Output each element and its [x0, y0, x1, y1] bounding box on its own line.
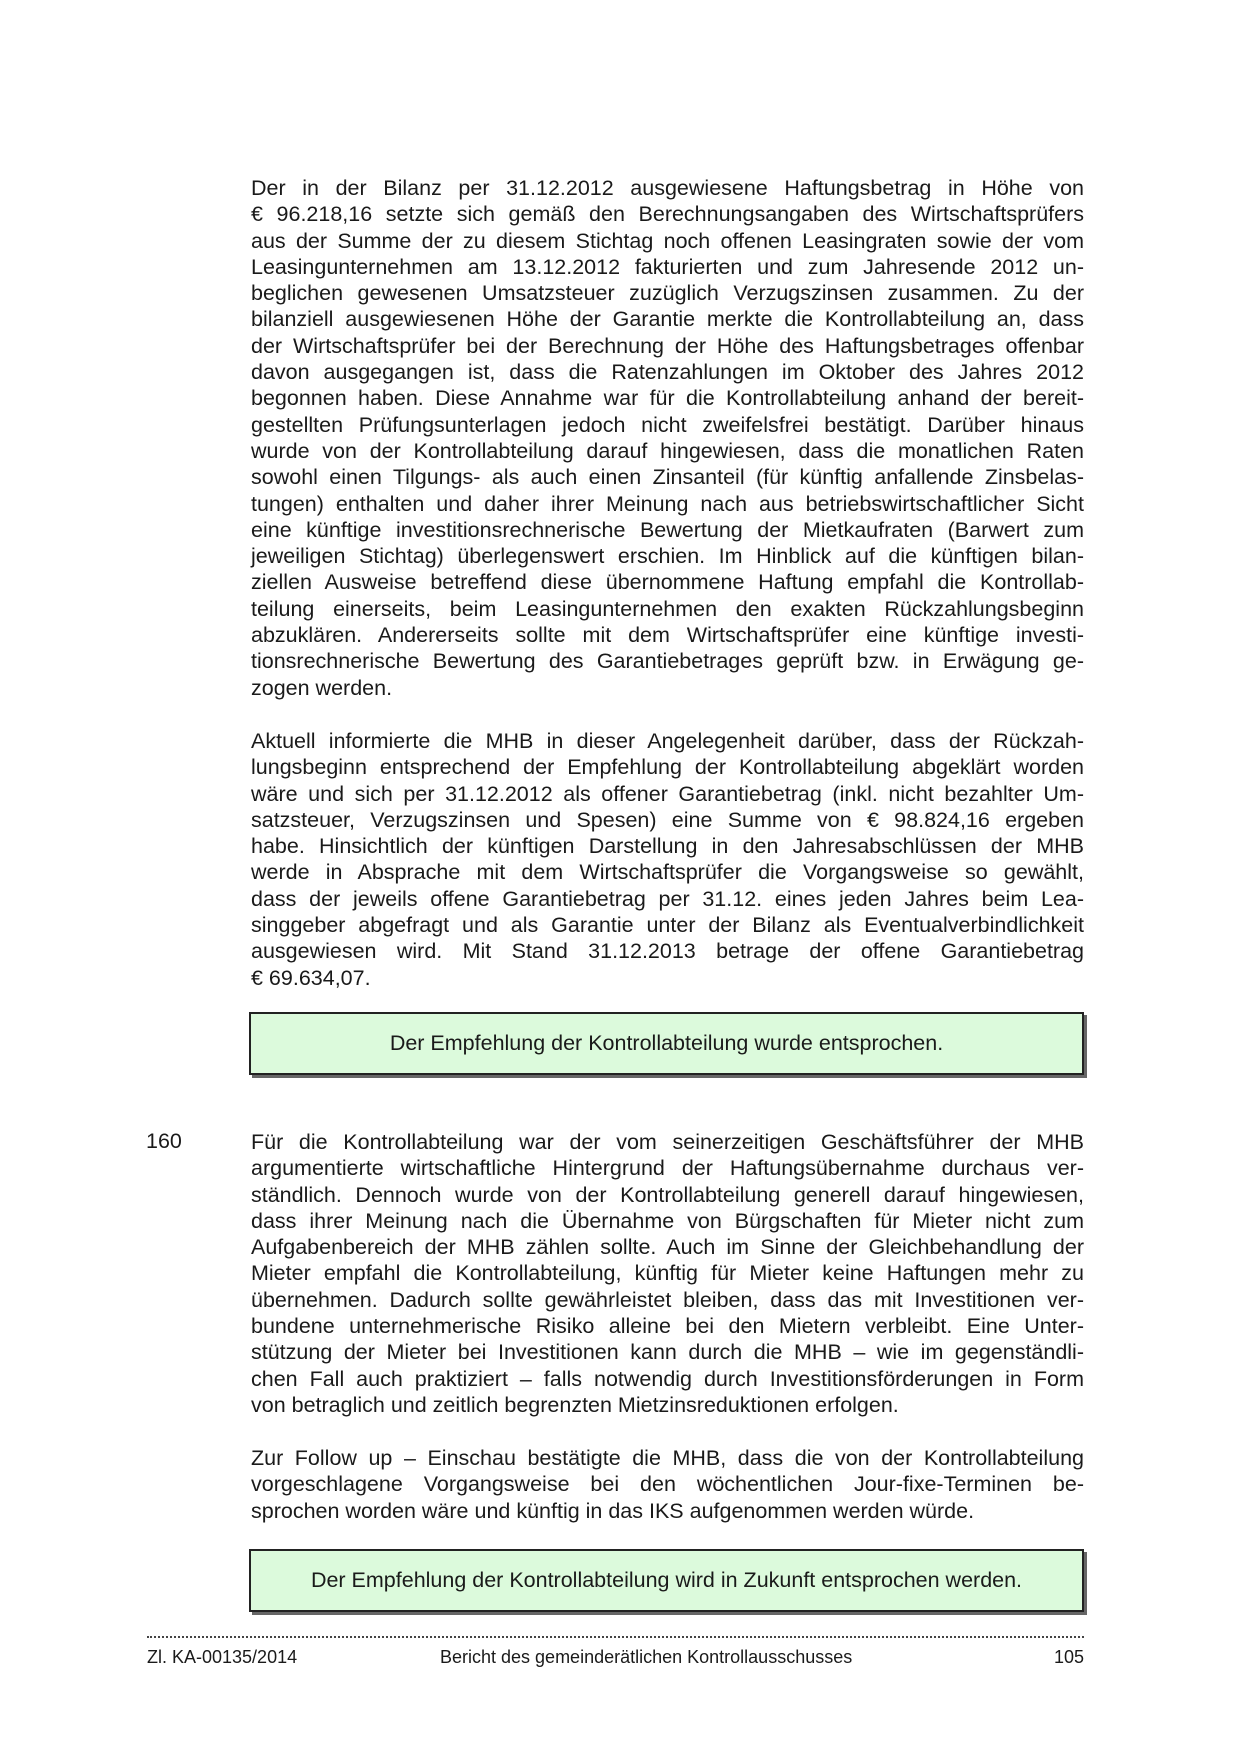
- text-line: teilung einerseits, beim Leasingunternehmen den exakten Rückzahlungsbeginn: [251, 596, 1084, 621]
- paragraph-haftungsbetrag: [251, 175, 1084, 701]
- text-line: argumentierte wirtschaftliche Hintergrund der Haftungsübernahme durchaus ver-: [251, 1156, 1084, 1181]
- footer-divider: [147, 1636, 1084, 1638]
- recommendation-status-box: [249, 1012, 1084, 1075]
- text-line: der Wirtschaftsprüfer bei der Berechnung der Höhe des Haftungsbetrages offenbar: [251, 333, 1084, 358]
- recommendation-status-text: Der Empfehlung der Kontrollabteilung wurde entsprochen.: [389, 1031, 944, 1055]
- text-line: bundene unternehmerische Risiko alleine bei den Mietern verbleibt. Eine Unter-: [251, 1314, 1084, 1339]
- text-line: tionsrechnerische Bewertung des Garantiebetrages geprüft bzw. in Erwägung ge-: [251, 649, 1084, 674]
- paragraph-section-160: [251, 1129, 1084, 1418]
- text-line: eine künftige investitionsrechnerische Bewertung der Mietkaufraten (Barwert zum: [251, 517, 1084, 542]
- text-line: sowohl einen Tilgungs- als auch einen Zinsanteil (für künftig anfallende Zinsbelas-: [251, 465, 1084, 490]
- text-line: begonnen haben. Diese Annahme war für die Kontrollabteilung anhand der bereit-: [251, 386, 1084, 411]
- text-line: habe. Hinsichtlich der künftigen Darstellung in den Jahresabschlüssen der MHB: [251, 834, 1084, 859]
- recommendation-future-box: [249, 1549, 1084, 1612]
- text-line: € 69.634,07.: [251, 965, 371, 990]
- text-line: Aktuell informierte die MHB in dieser Angelegenheit darüber, dass der Rückzah-: [251, 729, 1084, 753]
- text-line: dass der jeweils offene Garantiebetrag per 31.12. eines jeden Jahres beim Lea-: [251, 886, 1084, 911]
- recommendation-future-text: Der Empfehlung der Kontrollabteilung wird in Zukunft entsprochen werden.: [310, 1568, 1023, 1592]
- text-line: chen Fall auch praktiziert – falls notwendig durch Investitionsförderungen in Form: [251, 1366, 1084, 1391]
- text-line: vorgeschlagene Vorgangsweise bei den wöchentlichen Jour-fixe-Terminen be-: [251, 1472, 1084, 1497]
- text-line: von betraglich und zeitlich begrenzten Mietzinsreduktionen erfolgen.: [251, 1392, 899, 1417]
- text-line: Aufgabenbereich der MHB zählen sollte. Auch im Sinne der Gleichbehandlung der: [251, 1235, 1084, 1260]
- text-line: aus der Summe der zu diesem Stichtag noch offenen Leasingraten sowie der vom: [251, 228, 1084, 253]
- text-line: wurde von der Kontrollabteilung darauf hingewiesen, dass die monatlichen Raten: [251, 438, 1084, 463]
- text-line: davon ausgegangen ist, dass die Ratenzahlungen im Oktober des Jahres 2012: [251, 360, 1084, 385]
- text-line: € 96.218,16 setzte sich gemäß den Berechnungsangaben des Wirtschaftsprüfers: [251, 202, 1084, 227]
- paragraph-follow-up: [251, 1445, 1084, 1524]
- text-line: tungen) enthalten und daher ihrer Meinung nach aus betriebswirtschaftlicher Sicht: [251, 491, 1084, 516]
- paragraph-aktuell: [251, 728, 1084, 991]
- text-line: beglichen gewesenen Umsatzsteuer zuzüglich Verzugszinsen zusammen. Zu der: [251, 281, 1084, 306]
- footer-report-title: Bericht des gemeinderätlichen Kontrollausschusses: [440, 1647, 853, 1667]
- text-line: ausgewiesen wird. Mit Stand 31.12.2013 betrage der offene Garantiebetrag: [251, 939, 1084, 964]
- text-line: ziellen Ausweise betreffend diese übernommene Haftung empfahl die Kontrollab-: [251, 570, 1084, 595]
- paragraph-number: 160: [146, 1129, 182, 1153]
- text-line: übernehmen. Dadurch sollte gewährleistet bleiben, dass das mit Investitionen ver-: [251, 1287, 1084, 1312]
- text-line: Der in der Bilanz per 31.12.2012 ausgewiesene Haftungsbetrag in Höhe von: [251, 176, 1084, 200]
- text-line: wäre und sich per 31.12.2012 als offener Garantiebetrag (inkl. nicht bezahlter Um-: [251, 781, 1084, 806]
- text-line: stützung der Mieter bei Investitionen kann durch die MHB – wie im gegenständli-: [251, 1340, 1084, 1365]
- text-line: abzuklären. Andererseits sollte mit dem Wirtschaftsprüfer eine künftige investi-: [251, 623, 1084, 648]
- text-line: werde in Absprache mit dem Wirtschaftsprüfer die Vorgangsweise so gewählt,: [251, 860, 1084, 885]
- text-line: singgeber abgefragt und als Garantie unter der Bilanz als Eventualverbindlichkeit: [251, 913, 1084, 938]
- text-line: Leasingunternehmen am 13.12.2012 fakturierten und zum Jahresende 2012 un-: [251, 254, 1084, 279]
- text-line: jeweiligen Stichtag) überlegenswert erschien. Im Hinblick auf die künftigen bilan-: [251, 544, 1084, 569]
- text-line: lungsbeginn entsprechend der Empfehlung der Kontrollabteilung abgeklärt worden: [251, 755, 1084, 780]
- text-line: gestellten Prüfungsunterlagen jedoch nicht zweifelsfrei bestätigt. Darüber hinaus: [251, 412, 1084, 437]
- footer-reference: Zl. KA-00135/2014: [147, 1647, 298, 1667]
- text-line: sprochen worden wäre und künftig in das IKS aufgenommen werden würde.: [251, 1498, 975, 1523]
- text-line: zogen werden.: [251, 675, 393, 700]
- text-line: dass ihrer Meinung nach die Übernahme von Bürgschaften für Mieter nicht zum: [251, 1208, 1084, 1233]
- page-number: 105: [1053, 1647, 1084, 1667]
- text-line: bilanziell ausgewiesenen Höhe der Garantie merkte die Kontrollabteilung an, dass: [251, 307, 1084, 332]
- text-line: Mieter empfahl die Kontrollabteilung, künftig für Mieter keine Haftungen mehr zu: [251, 1261, 1084, 1286]
- text-line: Für die Kontrollabteilung war der vom seinerzeitigen Geschäftsführer der MHB: [251, 1130, 1084, 1154]
- text-line: satzsteuer, Verzugszinsen und Spesen) eine Summe von € 98.824,16 ergeben: [251, 807, 1084, 832]
- text-line: Zur Follow up – Einschau bestätigte die MHB, dass die von der Kontrollabteilung: [251, 1446, 1084, 1470]
- text-line: ständlich. Dennoch wurde von der Kontrollabteilung generell darauf hingewiesen,: [251, 1182, 1084, 1207]
